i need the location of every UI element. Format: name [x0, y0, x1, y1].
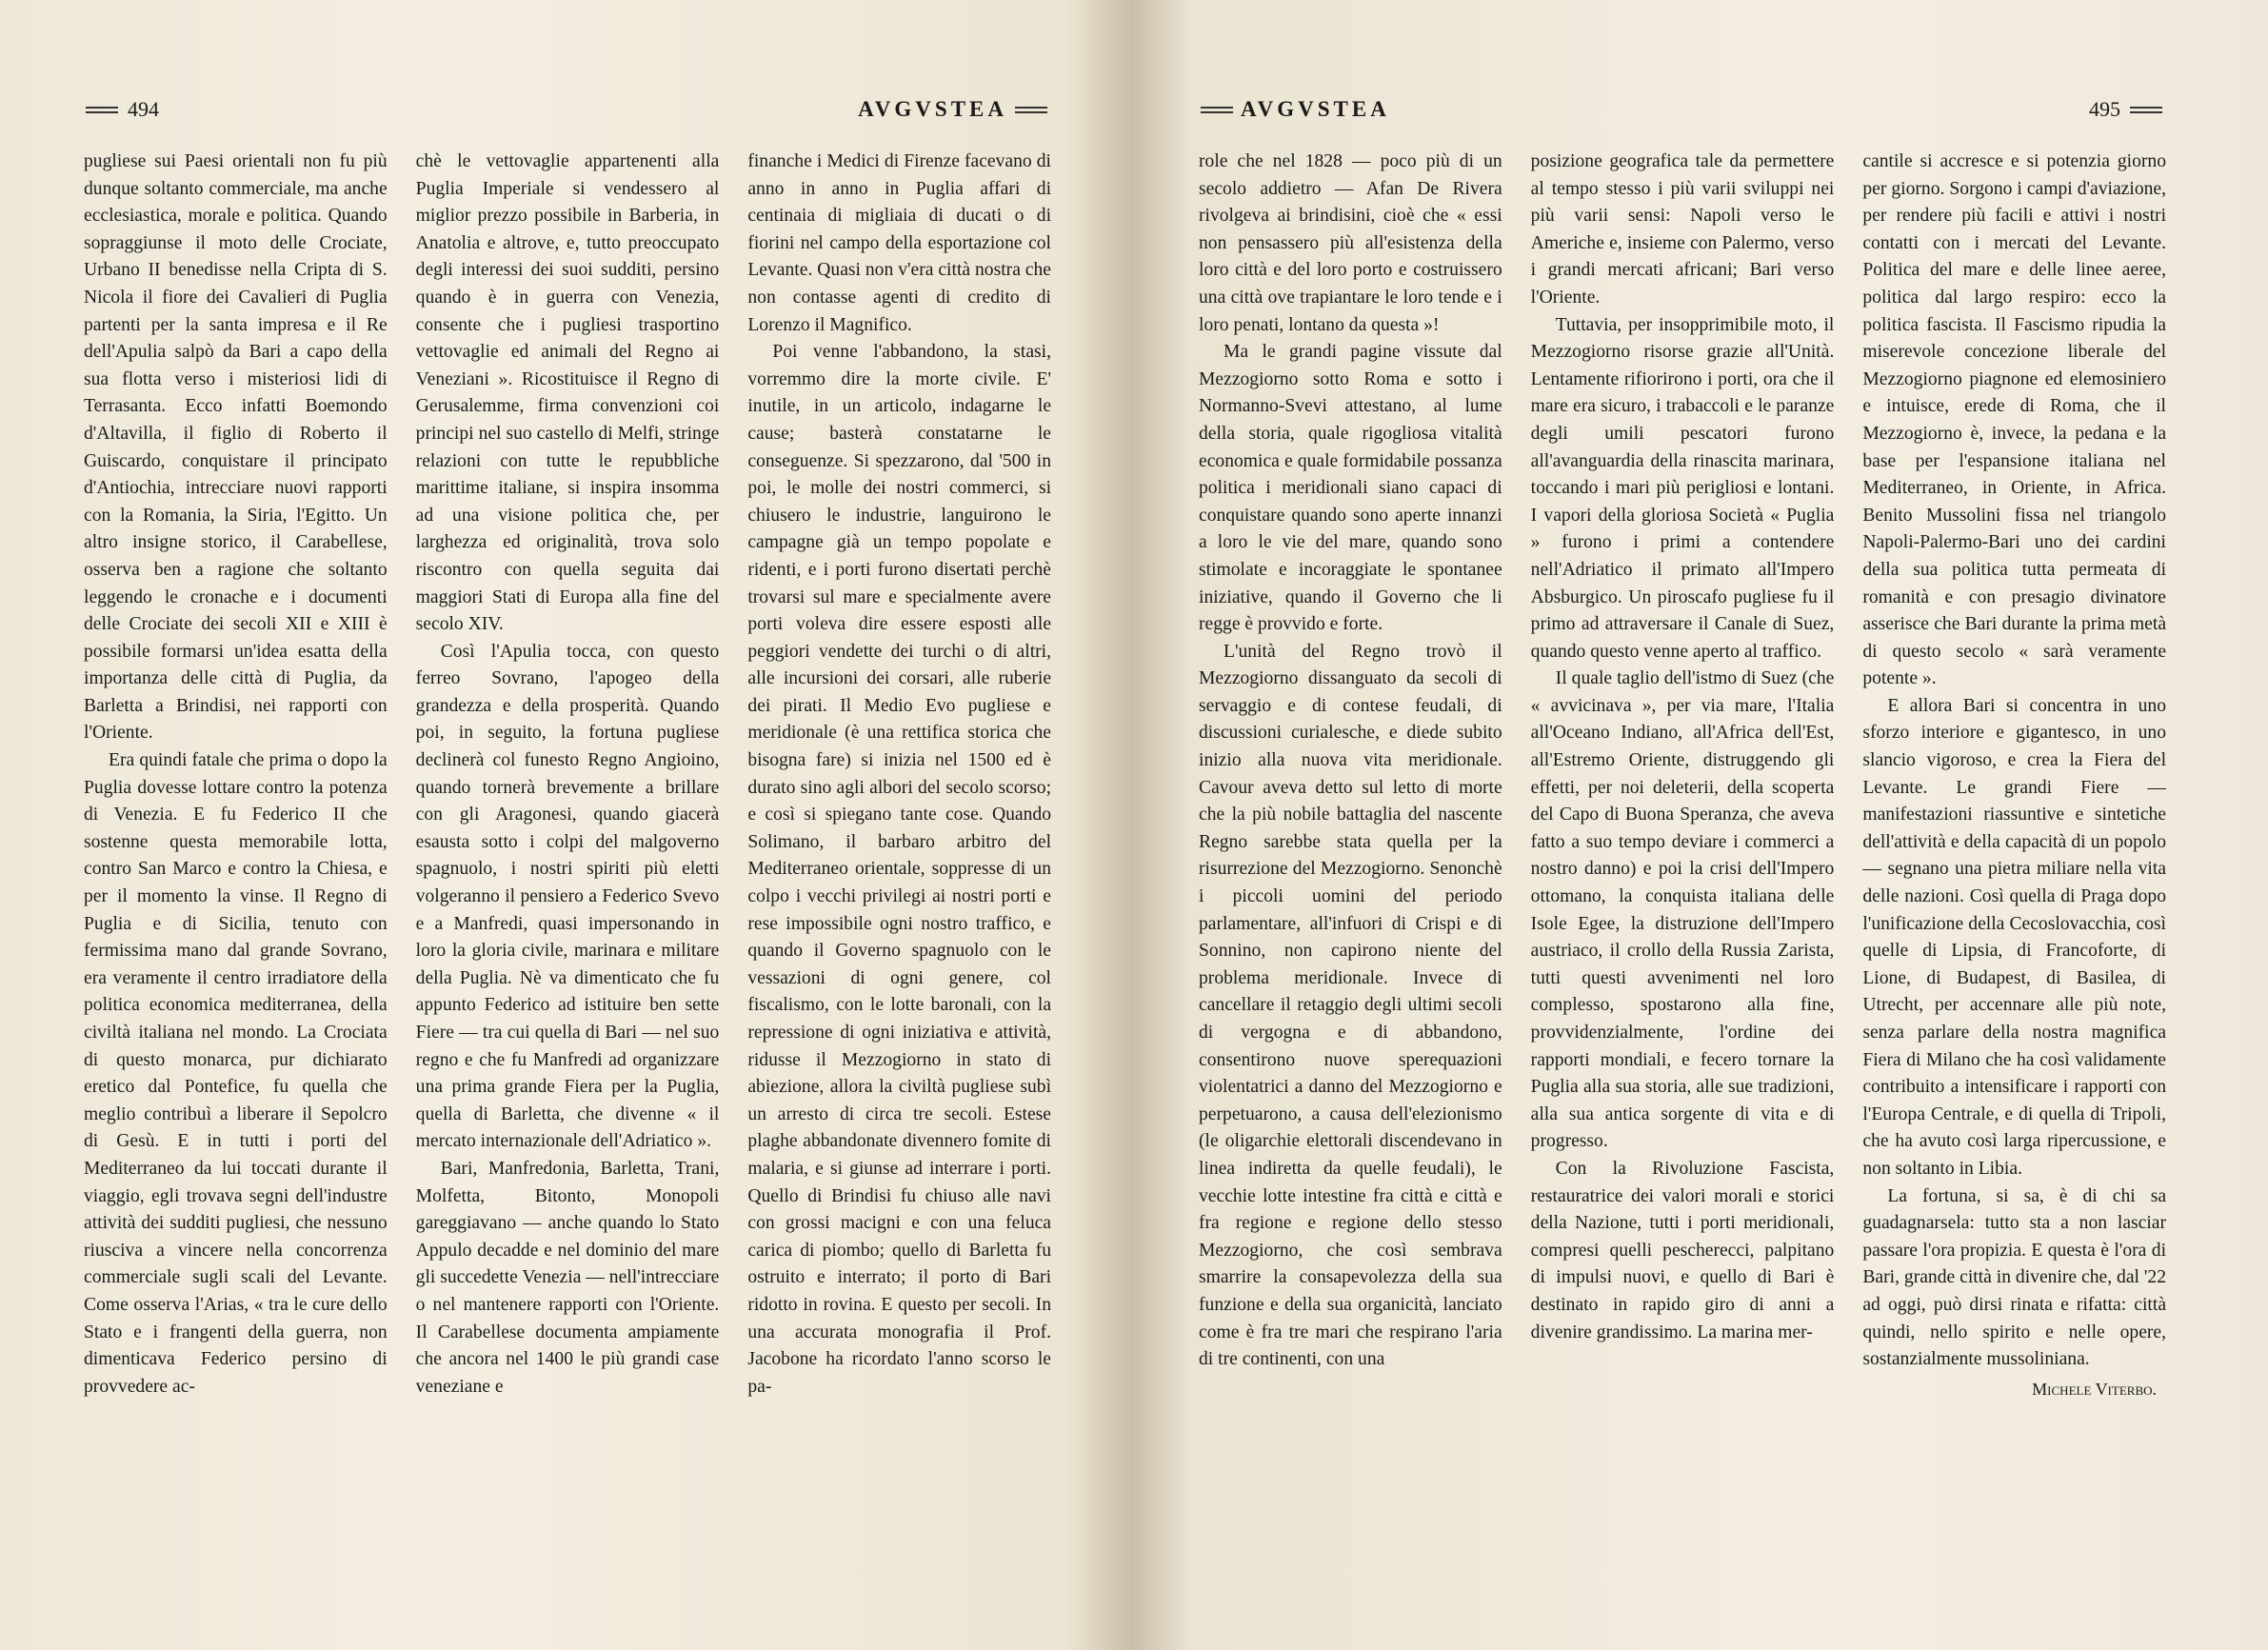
right-page-columns [1199, 149, 2166, 1510]
paragraph: La fortuna, si sa, è di chi sa guadagnarsela: tutto sta a non lasciar passare l'ora propizia. E questa è l'ora di Bari, grande città in divenire che, dal '22 ad oggi, può dirsi rinata e rifatta: città quindi, nello spirito e nelle opere, sostanzialmente mussoliniana. [1862, 1185, 2167, 1370]
paragraph: pugliese sui Paesi orientali non fu più dunque soltanto commerciale, ma anche ecclesiastica, morale e politica. Quando sopraggiunse il moto delle Crociate, Urbano II benedisse nella Cripta di S. Nicola il fiore dei Cavalieri di Puglia partenti per la santa impresa e il Re dell'Apulia salpò da Bari a capo della sua flotta verso i misteriosi lidi di Terrasanta. Ecco infatti Boemondo d'Altavilla, il figlio di Roberto il Guiscardo, conquistare il principato d'Antiochia, intrecciare nuovi rapporti con la Romania, la Siria, l'Egitto. Un altro insigne storico, il Carabellese, osserva ben a ragione che soltanto leggendo le cronache e i documenti delle Crociate dei secoli XII e XIII è possibile formarsi un'idea esatta della importanza delle città di Puglia, da Barletta a Brindisi, nei rapporti con l'Oriente. [84, 151, 388, 744]
text-column [1199, 149, 1502, 1510]
text-column [416, 149, 720, 1510]
header-rule [1015, 107, 1047, 113]
right-page [1134, 0, 2268, 1650]
paragraph: Bari, Manfredonia, Barletta, Trani, Molfetta, Bitonto, Monopoli gareggiavano — anche quando lo Stato Appulo decadde e nel dominio del mare gli succedette Venezia — nell'intrecciare o nel mantenere rapporti con l'Oriente. Il Carabellese documenta ampiamente che ancora nel 1400 le più grandi case veneziane e [415, 1158, 720, 1397]
text-column [1862, 149, 2166, 1510]
paragraph: Il quale taglio dell'istmo di Suez (che « avvicinava », per via mare, l'Italia all'Oceano Indiano, all'Africa dell'Est, all'Estremo Oriente, distruggendo gli effetti, per noi deleterii, della scoperta del Capo di Buona Speranza, che aveva fatto a suo tempo deviare i commerci a nostro danno) e poi la crisi dell'Impero ottomano, la conquista italiana delle Isole Egee, la distruzione dell'Impero austriaco, il crollo della Russia Zarista, tutti questi avvenimenti nel loro complesso, spostarono alla fine, provvidenzialmente, l'ordine dei rapporti mondiali, e fecero tornare la Puglia alla sua storia, alle sue tradizioni, alla sua antica sorgente di vita e di progresso. [1530, 668, 1835, 1152]
paragraph: Era quindi fatale che prima o dopo la Puglia dovesse lottare contro la potenza di Venezia. E fu Federico II che sostenne questa memorabile lotta, contro San Marco e contro la Chiesa, e per il momento la vinse. Il Regno di Puglia e di Sicilia, tenuto con fermissima mano dal grande Sovrano, era veramente il centro irradiatore della politica economica mediterranea, della civiltà italiana nel mondo. La Crociata di questo monarca, pur dichiarato eretico dal Pontefice, fu quella che meglio contribuì a liberare il Sepolcro di Gesù. E in tutti i porti del Mediterraneo da lui toccati durante il viaggio, egli trovava segni dell'industre attività dei sudditi pugliesi, che nessuno riusciva a vincere nella concorrenza commerciale sugli scali del Levante. Come osserva l'Arias, « tra le cure dello Stato e i frangenti della guerra, non dimenticava Federico persino di provvedere ac- [84, 750, 388, 1397]
text-column [1531, 149, 1835, 1510]
text-column [747, 149, 1051, 1510]
masthead-left: AVGVSTEA [858, 97, 1007, 121]
header-rule [86, 107, 118, 113]
page-number-right: 495 [2089, 97, 2120, 121]
paragraph: Con la Rivoluzione Fascista, restauratrice dei valori morali e storici della Nazione, tutti i porti meridionali, compresi quelli pescherecci, palpitano di impulsi nuovi, e quello di Bari è destinato in rapido giro di anni a divenire grandissimo. La marina mer- [1530, 1158, 1835, 1342]
paragraph: Tuttavia, per insopprimibile moto, il Mezzogiorno risorse grazie all'Unità. Lentamente rifiorirono i porti, ora che il mare era sicuro, i trabaccoli e le paranze degli umili pescatori furono all'avanguardia della rinascita marinara, toccando i mari più perigliosi e lontani. I vapori della gloriosa Società « Puglia » furono i primi a contendere nell'Adriatico il primato all'Impero Absburgico. Un piroscafo pugliese fu il primo ad attraversare il Canale di Suez, quando questo venne aperto al traffico. [1530, 314, 1835, 662]
left-page-columns [84, 149, 1051, 1510]
page-number-left: 494 [128, 97, 159, 121]
text-column [84, 149, 388, 1510]
paragraph: role che nel 1828 — poco più di un secolo addietro — Afan De Rivera rivolgeva ai brindisini, cioè che « essi non pensassero più all'esistenza della loro città e del loro porto e costruissero una città ove trapiantare le loro tende e i loro penati, lontano da questa »! [1199, 151, 1502, 335]
paragraph: cantile si accresce e si potenzia giorno per giorno. Sorgono i campi d'aviazione, per rendere più facili e attivi i nostri contatti con i mercati del Levante. Politica del mare e delle linee aeree, politica dal largo respiro: ecco la politica fascista. Il Fascismo ripudia la miserevole concezione liberale del Mezzogiorno piagnone ed elemosiniero e intuisce, erede di Roma, che il Mezzogiorno è, invece, la pedana e la base per l'espansione italiana nel Mediterraneo, in Oriente, in Africa. Benito Mussolini fissa nel triangolo Napoli-Palermo-Bari uno dei cardini della sua politica tutta permeata di romanità e con presagio divinatore asserisce che Bari durante la prima metà di questo secolo « sarà veramente potente ». [1862, 151, 2167, 689]
paragraph: finanche i Medici di Firenze facevano di anno in anno in Puglia affari di centinaia di migliaia di ducati o di fiorini nel campo della esportazione col Levante. Quasi non v'era città nostra che non contasse agenti di credito di Lorenzo il Magnifico. [747, 151, 1052, 335]
paragraph: E allora Bari si concentra in uno sforzo interiore e gigantesco, in uno slancio vigoroso, e crea la Fiera del Levante. Le grandi Fiere — manifestazioni riassuntive e sintetiche dell'attività e della capacità di un popolo — segnano una pietra miliare nella vita delle nazioni. Così quella di Praga dopo l'unificazione della Cecoslovacchia, così quelle di Lipsia, di Francoforte, di Lione, di Budapest, di Basilea, di Utrecht, per accennare alle più note, senza parlare della nostra magnifica Fiera di Milano che ha così validamente contribuito a intensificare i rapporti con l'Europa Centrale, e di quella di Tripoli, che ha avuto così larga ripercussione, e non soltanto in Libia. [1862, 695, 2167, 1179]
paragraph: L'unità del Regno trovò il Mezzogiorno dissanguato da secoli di servaggio e di contese feudali, di discussioni curialesche, e diede subito inizio alla nuova vita meridionale. Cavour aveva detto sul letto di morte che la più nobile battaglia del nascente Regno sarebbe stata quella per la risurrezione del Mezzogiorno. Senonchè i piccoli uomini del periodo parlamentare, all'infuori di Crispi e di Sonnino, non capirono niente del problema meridionale. Invece di cancellare il retaggio degli ultimi secoli di vergogna e di abbandono, consentirono nuove sperequazioni violentatrici a danno del Mezzogiorno e perpetuarono, a causa dell'elezionismo (le oligarchie elettorali discendevano in linea indiretta da quelle feudali), le vecchie lotte intestine fra città e città e fra regione e regione dello stesso Mezzogiorno, che così sembrava smarrire la consapevolezza della sua funzione e della sua organicità, lanciato come è fra tre mari che respirano l'aria di tre continenti, con una [1199, 641, 1502, 1370]
paragraph: Così l'Apulia tocca, con questo ferreo Sovrano, l'apogeo della grandezza e della prosperità. Quando poi, in seguito, la fortuna pugliese declinerà col funesto Regno Angioino, quando tornerà brevemente a brillare con gli Aragonesi, quando giacerà esausta sotto i colpi del malgoverno spagnuolo, i nostri spiriti più eletti volgeranno il pensiero a Federico Svevo e a Manfredi, quasi impersonando in loro la gloria civile, marinara e militare della Puglia. Nè va dimenticato che fu appunto Federico ad istituire ben sette Fiere — tra cui quella di Bari — nel suo regno e che fu Manfredi ad organizzare una prima grande Fiera per la Puglia, quella di Barletta, che divenne « il mercato internazionale dell'Adriatico ». [415, 641, 720, 1152]
masthead-right: AVGVSTEA [1241, 97, 1390, 121]
running-header-left [86, 93, 1047, 126]
paragraph: chè le vettovaglie appartenenti alla Puglia Imperiale si vendessero al miglior prezzo possibile in Barberia, in Anatolia e altrove, e, tutto preoccupato degli interessi dei suoi sudditi, persino quando è in guerra con Venezia, consente che i pugliesi trasportino vettovaglie ed animali del Regno ai Veneziani ». Ricostituisce il Regno di Gerusalemme, firma convenzioni coi principi nel suo castello di Melfi, stringe relazioni con tutte le repubbliche marittime italiane, si inspira insomma ad una visione politica che, per larghezza ed originalità, trova solo riscontro con quella seguita dai maggiori Stati di Europa alla fine del secolo XIV. [415, 151, 720, 635]
author-signature: Michele Viterbo. [2032, 1379, 2158, 1399]
paragraph: Ma le grandi pagine vissute dal Mezzogiorno sotto Roma e sotto i Normanno-Svevi attestano, al lume della storia, quale rigogliosa vitalità economica e quale formidabile possanza politica i meridionali siano capaci di conquistare quando sono aperte innanzi a loro le vie del mare, quando sono stimolate e incoraggiate le spontanee iniziative, quando il Governo che li regge è provvido e forte. [1199, 342, 1502, 635]
header-rule [1201, 107, 1233, 113]
running-header-right [1201, 93, 2162, 126]
paragraph: Poi venne l'abbandono, la stasi, vorremmo dire la morte civile. E' inutile, in un articolo, indagarne le cause; basterà constatarne le conseguenze. Si spezzarono, dal '500 in poi, le molle dei nostri commerci, si chiusero le industrie, languirono le campagne già un tempo popolate e ridenti, e i porti furono disertati perchè trovarsi sul mare e specialmente avere porti voleva dire essere esposti alle peggiori vendette dei turchi o di altri, alle incursioni dei corsari, alle ruberie dei pirati. Il Medio Evo pugliese e meridionale (è una rettifica storica che bisogna fare) si inizia nel 1500 ed è durato sino agli albori del secolo scorso; e così si spiegano tante cose. Quando Solimano, il barbaro arbitro del Mediterraneo orientale, soppresse di un colpo i vecchi privilegi ai nostri porti e rese impossibile ogni nostro traffico, e quando il Governo spagnuolo con le vessazioni di ogni genere, col fiscalismo, con le lotte baronali, con la repressione di ogni iniziativa e attività, ridusse il Mezzogiorno in stato di abiezione, allora la civiltà pugliese subì un arresto di circa tre secoli. Estese plaghe abbandonate divennero fomite di malaria, e si giunse ad interrare i porti. Quello di Brindisi fu chiuso alle navi con grossi macigni e con una feluca carica di piombo; quello di Barletta fu ostruito e interrato; il porto di Bari ridotto in rovina. E questo per secoli. In una accurata monografia il Prof. Jacobone ha ricordato l'anno scorso le pa- [747, 342, 1052, 1397]
header-rule [2130, 107, 2162, 113]
paragraph: posizione geografica tale da permettere al tempo stesso i più varii sviluppi nei più varii sensi: Napoli verso le Americhe e, insieme con Palermo, verso i grandi mercati africani; Bari verso l'Oriente. [1530, 151, 1835, 308]
